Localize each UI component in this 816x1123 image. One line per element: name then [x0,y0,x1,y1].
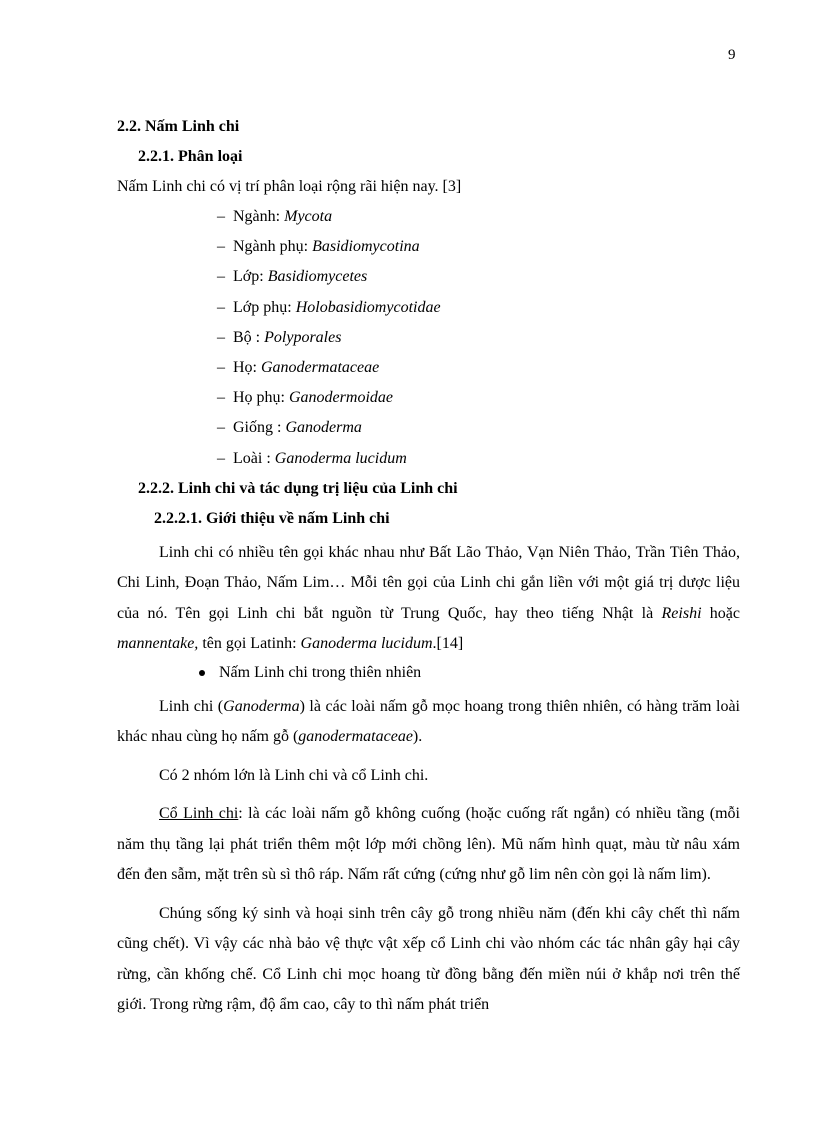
list-item: – Lớp: Basidiomycetes [217,266,740,288]
subsection-heading-therapy: 2.2.2. Linh chi và tác dụng trị liệu của Linh chi [138,479,458,497]
list-item: – Bộ : Polyporales [217,327,740,349]
bullet-text: Nấm Linh chi trong thiên nhiên [219,663,422,681]
paragraph-ganoderma: Linh chi (Ganoderma) là các loài nấm gỗ mọc hoang trong thiên nhiên, có hàng trăm loài khác nhau cùng họ nấm gỗ (ganodermataceae). [117,697,741,746]
taxonomy-list [117,206,740,470]
list-item: – Lớp phụ: Holobasidiomycotidae [217,297,740,319]
list-item: – Họ phụ: Ganodermoidae [217,387,740,409]
subsection-heading-classification: 2.2.1. Phân loại [138,148,243,165]
bullet-item [117,662,740,684]
list-item: – Ngành: Mycota [217,206,740,228]
list-item: – Giống : Ganoderma [217,417,740,439]
term-co-linh-chi: Cổ Linh chi [159,805,239,823]
paragraph-habitat: Chúng sống ký sinh và hoại sinh trên cây gỗ trong nhiều năm (đến khi cây chết thì nấm cũng chết). Vì vậy các nhà bảo vệ thực vật xếp cổ Linh chi vào nhóm các tác nhân gây hại cây rừng, cần khống chế. Cổ Linh chi mọc hoang từ đồng bằng đến miền núi ở khắp nơi trên thế giới. Trong rừng rậm, độ ẩm cao, cây to thì nấm phát triển [117,904,740,1014]
paragraph-names: Linh chi có nhiều tên gọi khác nhau như Bất Lão Thảo, Vạn Niên Thảo, Trần Tiên Thảo, Chi Linh, Đoạn Thảo, Nấm Lim… Mỗi tên gọi của Linh chi gắn liền với một giá trị dược liệu của nó. Tên gọi Linh chi bắt nguồn từ Trung Quốc, hay theo tiếng Nhật là Reishi hoặc mannentake, tên gọi Latinh: Ganoderma lucidum.[14] [117,543,741,653]
document-body [117,116,740,1021]
list-item: – Họ: Ganodermataceae [217,357,740,379]
list-item: – Ngành phụ: Basidiomycotina [217,236,740,258]
paragraph-groups: Có 2 nhóm lớn là Linh chi và cổ Linh chi. [159,766,429,784]
classification-intro: Nấm Linh chi có vị trí phân loại rộng rãi hiện nay. [3] [117,178,462,195]
bullet-dot-icon [199,670,205,676]
subsubsection-heading-intro: 2.2.2.1. Giới thiệu về nấm Linh chi [154,509,390,527]
paragraph-co-linh-chi: Cổ Linh chi: là các loài nấm gỗ không cuống (hoặc cuống rất ngắn) có nhiều tầng (mỗi năm thụ tầng lại phát triển thêm một lớp mới chồng lên). Mũ nấm hình quạt, màu từ nâu xám đến đen sẫm, mặt trên sù sì thô ráp. Nấm rất cứng (cứng như gỗ lim nên còn gọi là nấm lim). [117,805,740,884]
page-number: 9 [728,47,736,63]
list-item: – Loài : Ganoderma lucidum [217,448,740,470]
section-heading: 2.2. Nấm Linh chi [117,118,240,135]
